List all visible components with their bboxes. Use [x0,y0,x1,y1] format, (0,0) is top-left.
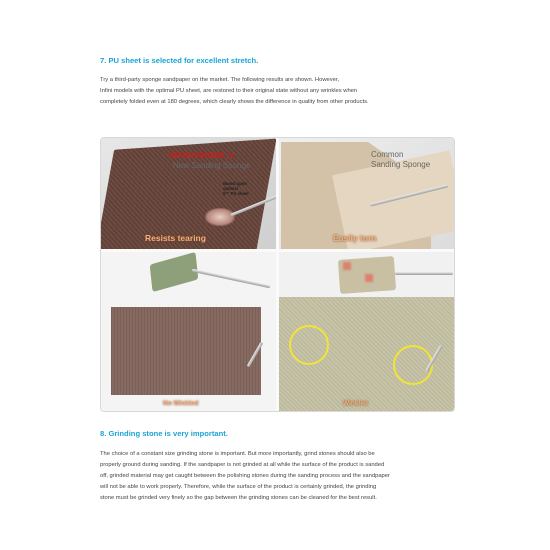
infini-fold-photo [101,252,276,297]
section-7-heading: 7. PU sheet is selected for excellent stretch. [100,56,259,65]
paragraph-line: completely folded even at 180 degrees, which clearly shows the difference in quality from other products. [100,99,369,105]
blur-mark [343,262,351,270]
section-8-paragraph [100,449,465,504]
pu-note-line: Based upon [223,181,247,186]
no-wrinkled-caption: No Winkled [163,400,199,407]
stretch-area [205,208,235,226]
pu-note-line: optimal [223,186,238,191]
unfolded-sponge [111,307,261,395]
paragraph-line: stone must be grinded very finely so the gap between the grinding stones can be cleaned for the best result. [100,495,377,501]
section-8-heading: 8. Grinding stone is very important. [100,429,228,438]
common-sponge-tear-photo [279,138,454,249]
easily-torn-caption: Easily torn [333,233,377,243]
paragraph-line: Try a third-party sponge sandpaper on the market. The following results are shown. However, [100,77,340,83]
paragraph-line: off, grinded material may get caught between the polishing stones during the sanding process and the sandpaper [100,473,390,479]
paragraph-line: properly ground during sanding. If the sandpaper is not grinded at all while the surface of the product is sanded [100,462,385,468]
wrinkled-caption: Winkled [343,400,368,407]
tweezers-icon [395,272,453,275]
paragraph-line: The choice of a constant size grinding stone is important. But more importantly, grind stones should also be [100,451,375,457]
paragraph-line: will not be able to work properly. Therefore, while the surface of the product is certainly grinded, the grinding [100,484,377,490]
blur-mark [365,274,373,282]
folded-sponge [150,252,199,292]
pu-note-line: 5™ PU sheet [223,191,249,196]
paragraph-line: Infini models with the optimal PU sheet, are restored to their original state without any wrinkles when [100,88,358,94]
infini-unfolded-photo [101,297,276,411]
common-unfolded-photo [279,297,454,411]
resists-tearing-caption: Resists tearing [145,233,206,243]
common-fold-photo [279,252,454,297]
comparison-figure [100,137,455,412]
infini-subtitle: New Sanding Sponge [173,161,251,170]
tweezers-icon [192,269,271,289]
pu-note [223,181,249,196]
common-title: Common [371,150,404,159]
infini-title: INFINI-MODEL's [169,151,235,160]
section-7-paragraph [100,75,465,108]
wrinkle-highlight-ring [289,325,329,365]
infini-sponge-tear-photo [101,138,276,249]
common-subtitle: Sanding Sponge [371,160,431,169]
